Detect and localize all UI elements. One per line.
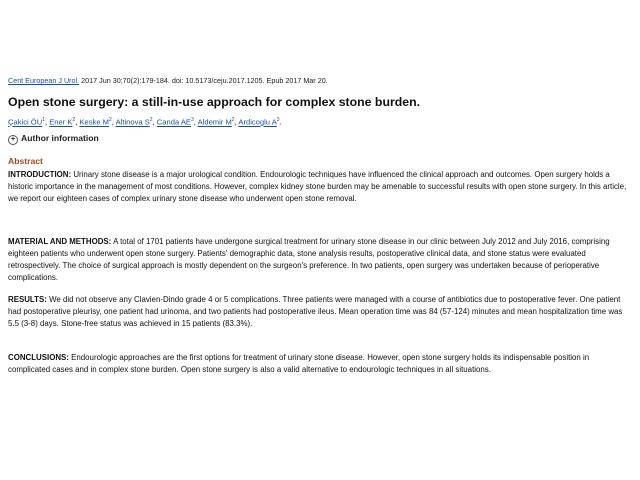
affiliation-number: 3: [191, 117, 194, 123]
article-title: Open stone surgery: a still-in-use approach for complex stone burden.: [8, 95, 421, 109]
section-label: INTRODUCTION:: [8, 170, 72, 179]
author-link[interactable]: Çakici ÖU: [8, 117, 43, 127]
affiliation-number: 2: [72, 117, 76, 123]
author-list: Çakici $ÖU^1$, Ener $K^2$, Keske $M^2$, Altinova $S^2$, Canda $AE^3$, Aldemir $M^2$, Ardicoglu $A^3$.: [8, 117, 282, 127]
conclusions-section: [8, 352, 632, 376]
author-link[interactable]: Aldemir M: [197, 117, 232, 127]
author-information-label: Author information: [21, 133, 99, 143]
author-link[interactable]: Ardicoglu A: [238, 117, 277, 127]
author-information-toggle[interactable]: [8, 133, 99, 145]
affiliation-number: 2: [231, 117, 235, 123]
citation-details: 2017 Jun 30;70(2):179-184. doi: 10.5173/ceju.2017.1205. Epub 2017 Mar 20.: [79, 76, 328, 85]
section-label: RESULTS:: [8, 295, 47, 304]
affiliation-number: 3: [276, 117, 280, 123]
section-label: CONCLUSIONS:: [8, 353, 69, 362]
section-text: We did not observe any Clavien-Dindo grade 4 or 5 complications. Three patients were managed with a course of antibiotics due to postoperative fever. One patient had postoperative pleurisy, one patient had urinoma, and two patients had postoperative ileus. Mean operation time was 84 (57-124) minutes and mean hospitalization time was 5.5 (3-8) days. Stone-free status was achieved in 15 patients (83.3%).: [8, 295, 623, 328]
author-link[interactable]: Canda AE: [156, 117, 191, 127]
plus-circle-icon: +: [8, 135, 18, 145]
affiliation-number: 2: [108, 117, 112, 123]
citation-line: [8, 76, 328, 85]
affiliation-number: 2: [149, 117, 153, 123]
abstract-heading: Abstract: [8, 156, 43, 166]
author-link[interactable]: Keske M: [79, 117, 109, 127]
section-text: Urinary stone disease is a major urological condition. Endourologic techniques have influenced the clinical approach and outcomes. Open surgery holds a historic importance in the management of most conditions. However, complex kidney stone burden may be amenable to successful results with open stone surgery. In this article, we report our eighteen cases of complex urinary stone disease who underwent open stone removal.: [8, 170, 627, 203]
results-section: [8, 294, 632, 330]
section-text: A total of 1701 patients have undergone surgical treatment for urinary stone disease in our clinic between July 2012 and July 2016, comprising eighteen patients who underwent open stone surgery. Patients' demographic data, stone analysis results, postoperative clinical data, and stone status were evaluated retrospectively. The choice of surgical approach is mostly dependent on the surgeon's preference. In two patients, open surgery was undertaken because of perioperative complications.: [8, 237, 610, 282]
methods-section: [8, 236, 632, 284]
section-label: MATERIAL AND METHODS:: [8, 237, 112, 246]
affiliation-number: 1: [42, 117, 45, 123]
author-link[interactable]: Ener K: [49, 117, 73, 127]
introduction-section: [8, 169, 632, 205]
author-link[interactable]: Altinova S: [115, 117, 150, 127]
section-text: Endourologic approaches are the first options for treatment of urinary stone disease. However, open stone surgery holds its indispensable position in complicated cases and in complex stone burden. Open stone surgery is also a valid alternative to endourologic techniques in all situations.: [8, 353, 590, 374]
journal-link[interactable]: Cent European J Urol.: [8, 76, 80, 85]
